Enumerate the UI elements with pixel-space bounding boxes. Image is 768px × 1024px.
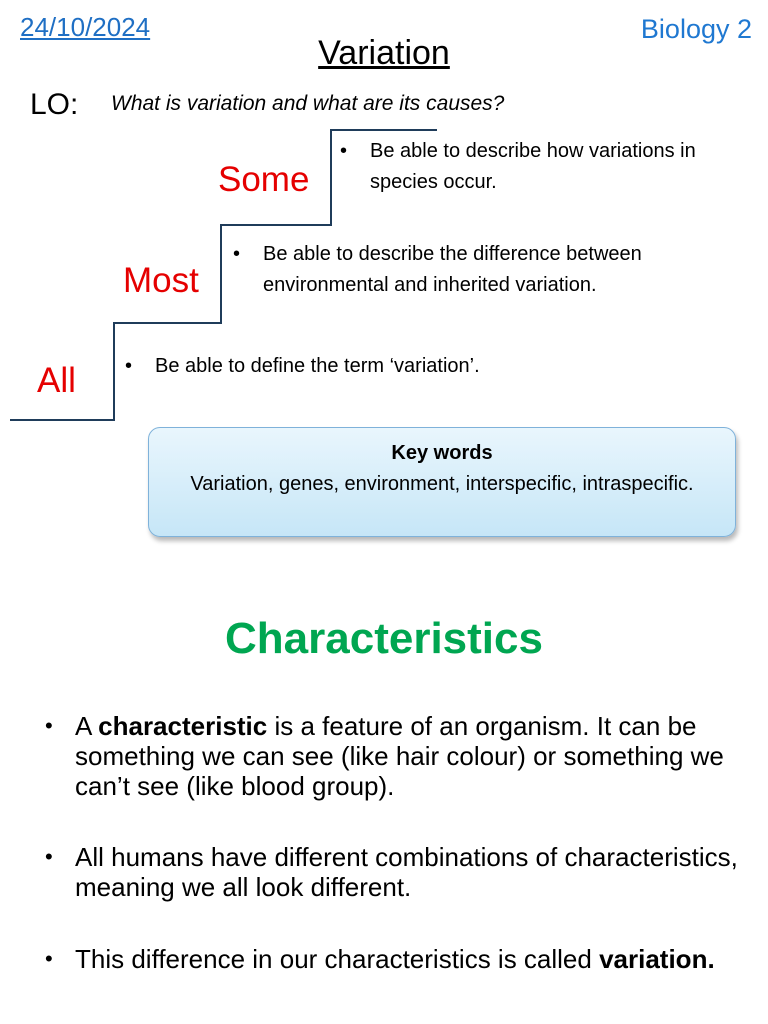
- bullet-icon: •: [45, 713, 53, 738]
- paragraph-text: This difference in our characteristics is called variation.: [75, 944, 715, 974]
- paragraph-text: All humans have different combinations of characteristics, meaning we all look different.: [75, 842, 738, 902]
- lo-question: What is variation and what are its causes?: [111, 92, 505, 115]
- level-most-label: Most: [123, 261, 199, 300]
- paragraph-variation: [45, 944, 745, 974]
- bullet-icon: •: [340, 140, 348, 162]
- page-title: Variation: [318, 34, 450, 72]
- date-link[interactable]: 24/10/2024: [20, 12, 151, 42]
- term-characteristic: characteristic: [98, 711, 268, 741]
- level-some-label: Some: [218, 160, 310, 199]
- key-words-title: Key words: [391, 442, 493, 464]
- objective-all-text: Be able to define the term ‘variation’.: [155, 355, 480, 377]
- paragraph-characteristic: [45, 711, 745, 801]
- objective-most-text: Be able to describe the difference between environmental and inherited variation.: [263, 243, 642, 296]
- objective-some-text: Be able to describe how variations in species occur.: [370, 140, 696, 193]
- subject-label: Biology 2: [640, 14, 752, 44]
- bullet-icon: •: [125, 355, 133, 377]
- characteristics-heading: Characteristics: [225, 614, 543, 663]
- lo-label: LO:: [30, 88, 79, 121]
- term-variation: variation.: [599, 944, 715, 974]
- key-words-box: [148, 427, 736, 537]
- bullet-icon: •: [45, 946, 53, 971]
- objective-some: [340, 136, 740, 198]
- objective-most: [233, 239, 733, 301]
- paragraph-text: A characteristic is a feature of an organism. It can be something we can see (like hair colour) or something we can’t see (like blood group).: [75, 711, 724, 801]
- level-all-label: All: [37, 361, 76, 400]
- key-words-list: Variation, genes, environment, interspecific, intraspecific.: [190, 473, 694, 495]
- objective-all: [125, 351, 645, 382]
- bullet-icon: •: [233, 243, 241, 265]
- paragraph-combinations: [45, 842, 745, 902]
- bullet-icon: •: [45, 844, 53, 869]
